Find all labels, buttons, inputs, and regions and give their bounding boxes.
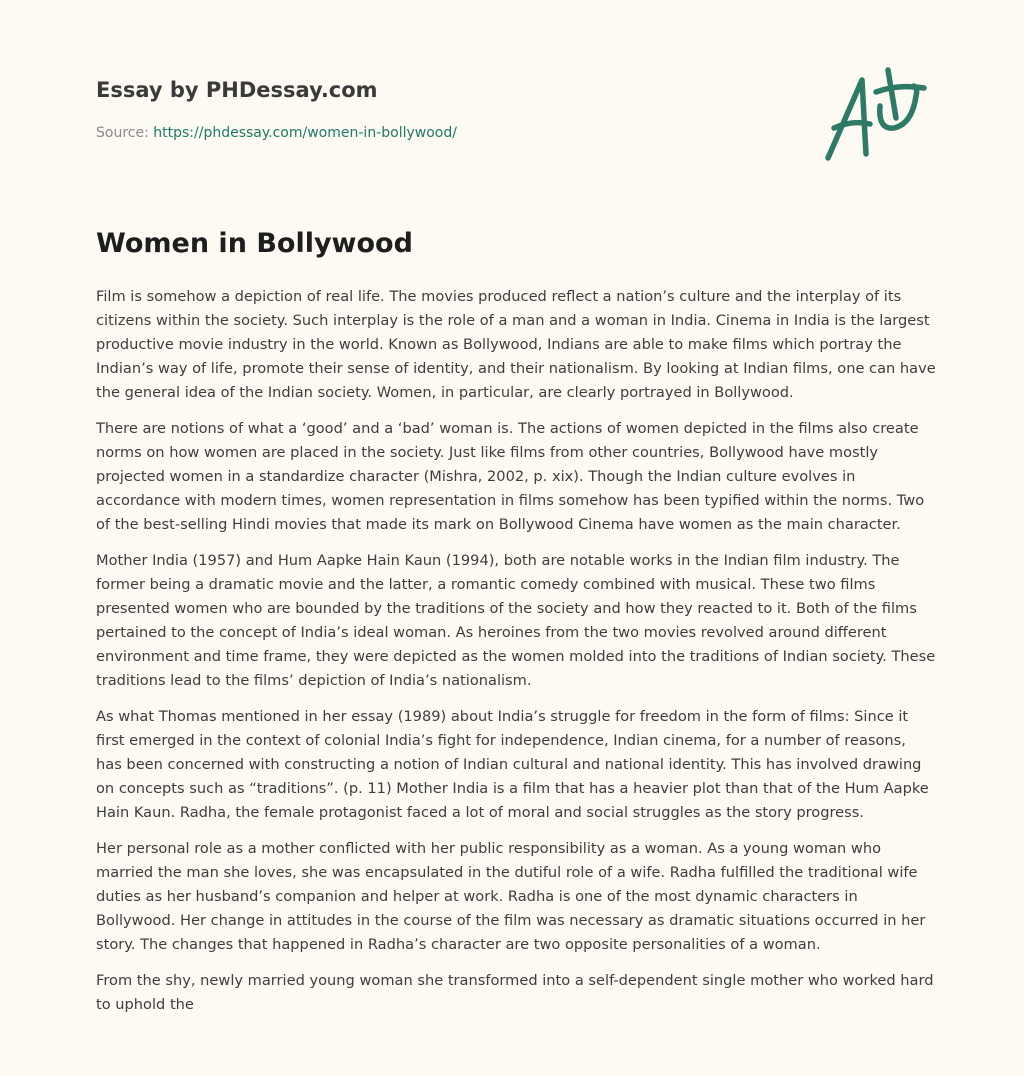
essay-paragraph: There are notions of what a ‘good’ and a ‘bad’ woman is. The actions of women depicted in the films also create norms on how women are placed in the society. Just like films from other countries, Bollywood have mostly projected women in a standardize character (Mishra, 2002, p. xix). Though the Indian culture evolves in accordance with modern times, women representation in films somehow has been typified within the norms. Two of the best-selling Hindi movies that made its mark on Bollywood Cinema have women as the main character.	[96, 420, 925, 533]
essay-paragraph: Film is somehow a depiction of real life. The movies produced reflect a nation’s culture and the interplay of its citizens within the society. Such interplay is the role of a man and a woman in India. Cinema in India is the largest productive movie industry in the world. Known as Bollywood, Indians are able to make films which portray the Indian’s way of life, promote their sense of identity, and their nationalism. By looking at Indian films, one can have the general idea of the Indian society. Women, in particular, are clearly portrayed in Bollywood.	[96, 288, 936, 401]
site-brand: Essay by PHDessay.com	[96, 78, 378, 102]
essay-body	[96, 285, 936, 1029]
essay-paragraph: Mother India (1957) and Hum Aapke Hain Kaun (1994), both are notable works in the Indian film industry. The former being a dramatic movie and the latter, a romantic comedy combined with musical. These two films presented women who are bounded by the traditions of the society and how they reacted to it. Both of the films pertained to the concept of India’s ideal woman. As heroines from the two movies revolved around different environment and time frame, they were depicted as the women molded into the traditions of Indian society. These traditions lead to the films’ depiction of India’s nationalism.	[96, 552, 936, 689]
a-plus-logo-icon	[818, 66, 930, 166]
source-line	[96, 124, 796, 142]
source-link[interactable]: https://phdessay.com/women-in-bollywood/	[153, 125, 457, 141]
essay-paragraph: From the shy, newly married young woman she transformed into a self-dependent single mother who worked hard to uphold the	[96, 972, 934, 1013]
source-label: Source:	[96, 125, 149, 141]
essay-paragraph: Her personal role as a mother conflicted with her public responsibility as a woman. As a young woman who married the man she loves, she was encapsulated in the dutiful role of a wife. Radha fulfilled the traditional wife duties as her husband’s companion and helper at work. Radha is one of the most dynamic characters in Bollywood. Her change in attitudes in the course of the film was necessary as dramatic situations occurred in her story. The changes that happened in Radha’s character are two opposite personalities of a woman.	[96, 840, 926, 953]
essay-header	[96, 76, 796, 142]
essay-title: Women in Bollywood	[96, 228, 413, 259]
essay-paragraph: As what Thomas mentioned in her essay (1989) about India’s struggle for freedom in the form of films: Since it first emerged in the context of colonial India’s fight for independence, Indian cinema, for a number of reasons, has been concerned with constructing a notion of Indian cultural and national identity. This has involved drawing on concepts such as “traditions”. (p. 11) Mother India is a film that has a heavier plot than that of the Hum Aapke Hain Kaun. Radha, the female protagonist faced a lot of moral and social struggles as the story progress.	[96, 708, 929, 821]
